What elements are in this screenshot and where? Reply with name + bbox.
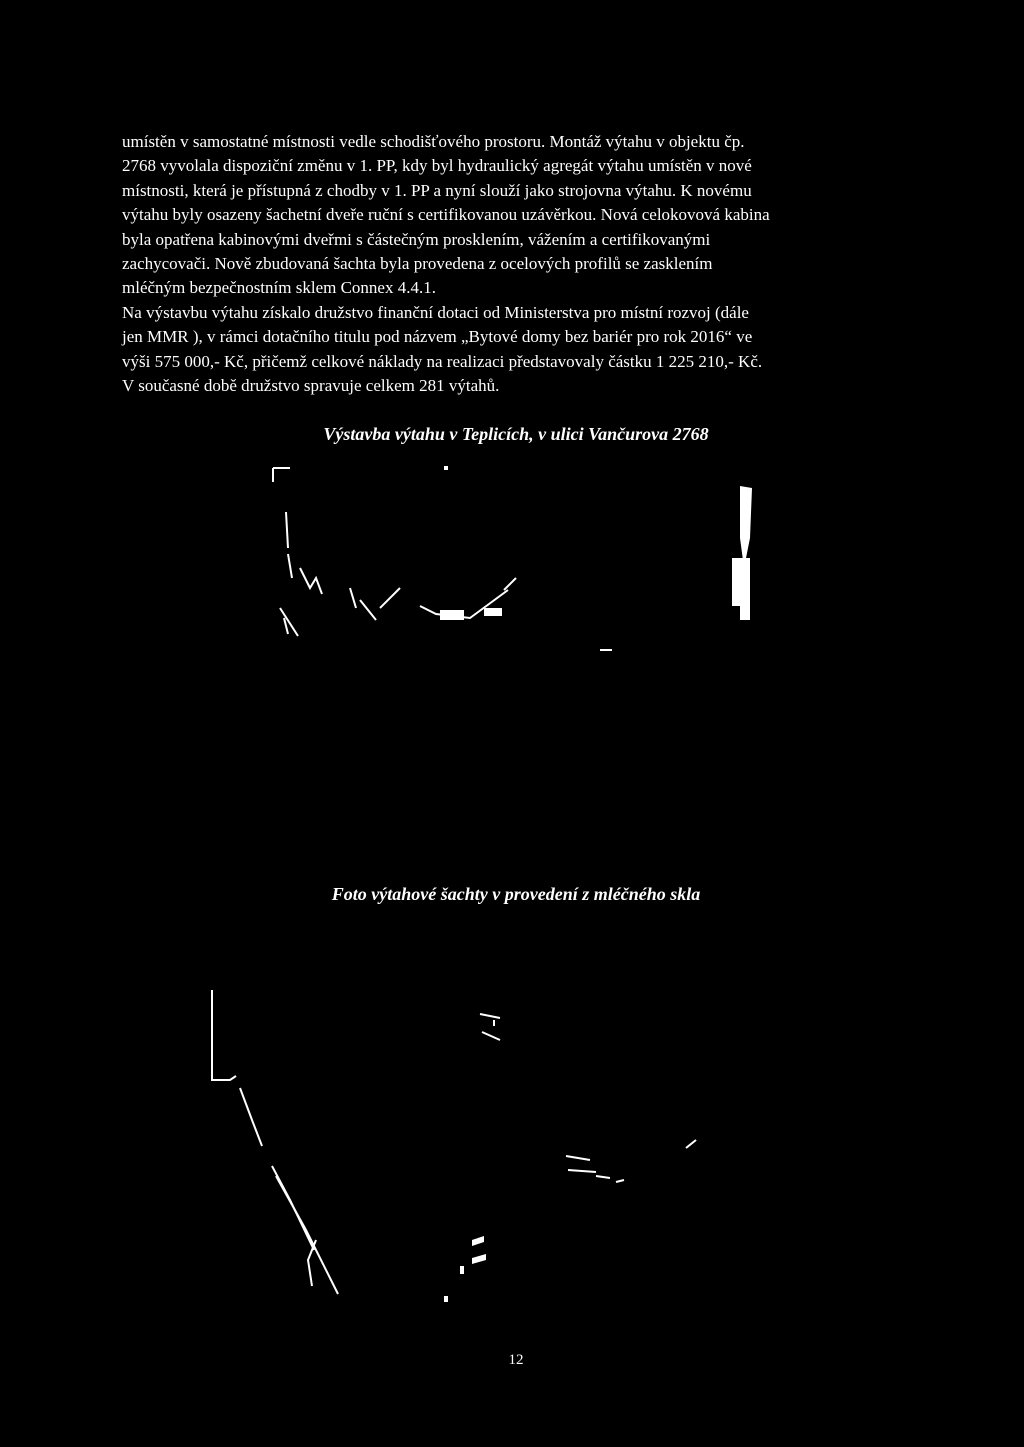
- text-line: Na výstavbu výtahu získalo družstvo finanční dotaci od Ministerstva pro místní rozvoj (dále: [122, 303, 749, 322]
- text-line: V současné době družstvo spravuje celkem 281 výtahů.: [122, 376, 500, 396]
- photo-caption-construction: Výstavba výtahu v Teplicích, v ulici Vančurova 2768: [323, 424, 709, 444]
- text-line: mléčným bezpečnostním sklem Connex 4.4.1.: [122, 278, 436, 298]
- construction-photo: [240, 458, 780, 878]
- page-number: 12: [508, 1352, 524, 1368]
- shaft-photo: [196, 910, 756, 1310]
- text-line: byla opatřena kabinovými dveřmi s částečným prosklením, vážením a certifikovanými: [122, 229, 711, 249]
- photo-caption-shaft: Foto výtahové šachty v provedení z mléčného skla: [331, 884, 701, 904]
- paragraph-subsidy: [122, 301, 892, 399]
- text-line: umístěn v samostatné místnosti vedle schodišťového prostoru. Montáž výtahu v objektu čp.: [122, 132, 745, 151]
- text-line: výši 575 000,- Kč, přičemž celkové náklady na realizaci představovaly částku 1 225 210,- Kč.: [122, 351, 763, 371]
- text-line: místnosti, která je přístupná z chodby v 1. PP a nyní slouží jako strojovna výtahu. K novému: [122, 180, 752, 200]
- text-line: výtahu byly osazeny šachetní dveře ruční s certifikovanou uzávěrkou. Nová celokovová kabina: [122, 205, 770, 225]
- text-line: 2768 vyvolala dispoziční změnu v 1. PP, kdy byl hydraulický agregát výtahu umístěn v nové: [122, 156, 752, 176]
- text-line: jen MMR ), v rámci dotačního titulu pod názvem „Bytové domy bez bariér pro rok 2016“ ve: [122, 327, 753, 347]
- text-line: zachycovači. Nově zbudovaná šachta byla provedena z ocelových profilů se zasklením: [122, 254, 713, 274]
- paragraph-elevator-description: [122, 130, 892, 301]
